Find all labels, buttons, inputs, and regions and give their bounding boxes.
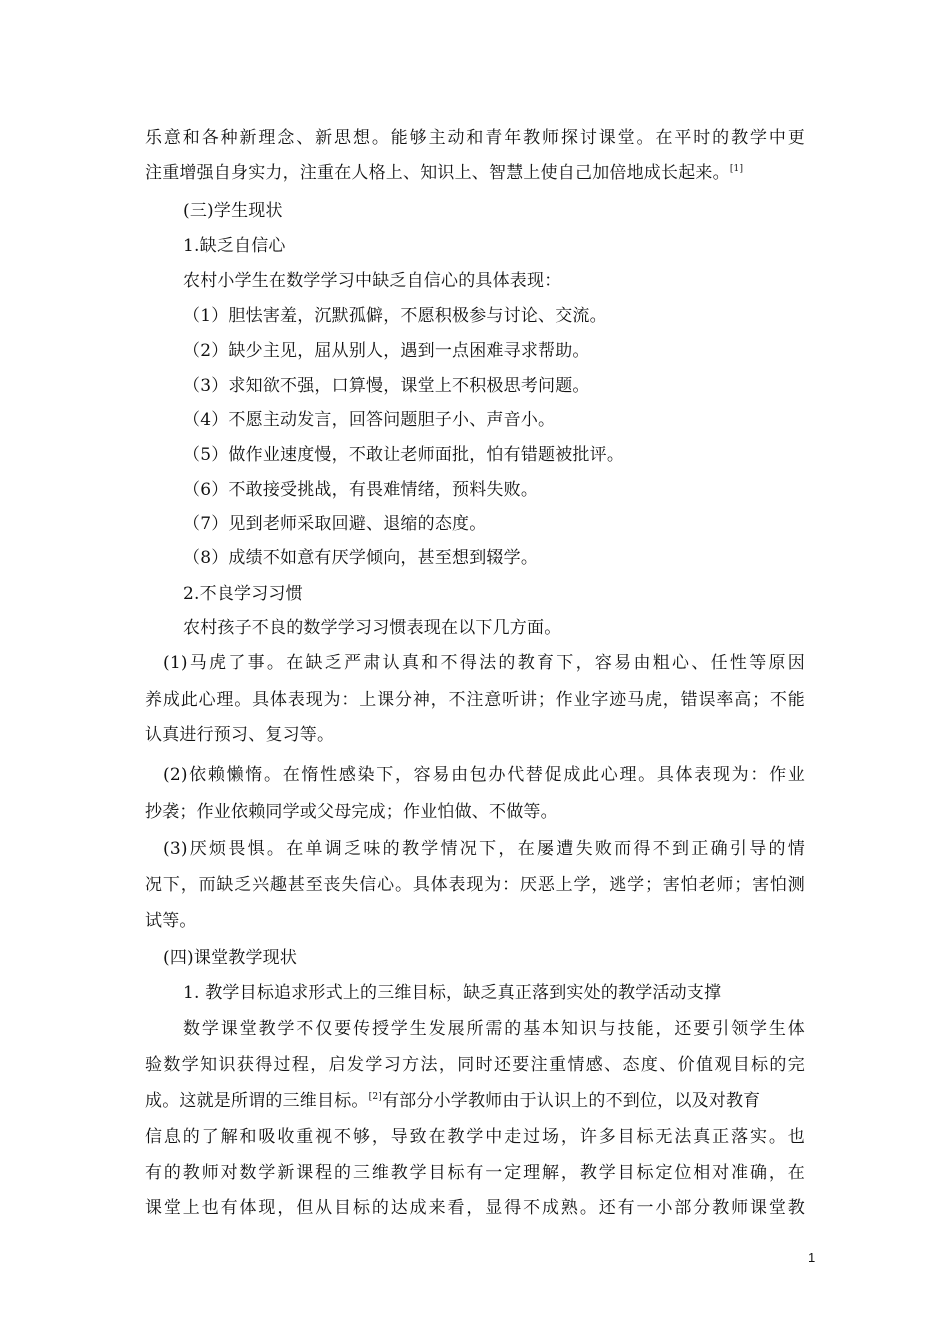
body-text-line: 验数学知识获得过程，启发学习方法，同时还要注重情感、态度、价值观目标的完 [145, 1055, 805, 1075]
page-number: 1 [808, 1250, 816, 1265]
body-text: 成。这就是所谓的三维目标。 [145, 1091, 369, 1111]
body-text-line: 乐意和各种新理念、新思想。能够主动和青年教师探讨课堂。在平时的教学中更 [145, 128, 805, 148]
body-text-line: (1)马虎了事。在缺乏严肃认真和不得法的教育下，容易由粗心、任性等原因 [163, 653, 805, 673]
subsection-heading: 1.缺乏自信心 [183, 236, 286, 256]
list-item: （4）不愿主动发言，回答问题胆子小、声音小。 [183, 410, 556, 430]
body-text-line: 养成此心理。具体表现为：上课分神，不注意听讲；作业字迹马虎，错误率高；不能 [145, 690, 805, 710]
body-text-line: 信息的了解和吸收重视不够，导致在教学中走过场，许多目标无法真正落实。也 [145, 1127, 805, 1147]
body-text-line: (2)依赖懒惰。在惰性感染下，容易由包办代替促成此心理。具体表现为：作业 [163, 765, 805, 785]
list-item: （7）见到老师采取回避、退缩的态度。 [183, 514, 487, 534]
body-text: 注重增强自身实力，注重在人格上、知识上、智慧上使自己加倍地成长起来。 [145, 163, 730, 183]
body-text-line: 农村小学生在数学学习中缺乏自信心的具体表现： [183, 271, 562, 291]
section-heading: (四)课堂教学现状 [163, 948, 298, 968]
body-text: 有部分小学教师由于认识上的不到位，以及对教育 [381, 1091, 761, 1111]
subsection-heading: 2.不良学习习惯 [183, 584, 303, 604]
body-text-line: 试等。 [145, 911, 197, 931]
section-heading: (三)学生现状 [183, 201, 283, 221]
body-text-line: 有的教师对数学新课程的三维教学目标有一定理解，教学目标定位相对准确，在 [145, 1163, 805, 1183]
body-text-line [145, 163, 743, 183]
list-item: （8）成绩不如意有厌学倾向，甚至想到辍学。 [183, 548, 539, 568]
list-item: （1）胆怯害羞，沉默孤僻，不愿积极参与讨论、交流。 [183, 306, 607, 326]
body-text-line [145, 1091, 760, 1111]
body-text-line: (3)厌烦畏惧。在单调乏味的教学情况下，在屡遭失败而得不到正确引导的情 [163, 839, 805, 859]
citation-ref: [2] [368, 1092, 382, 1102]
citation-ref: [1] [729, 164, 744, 174]
list-item: （3）求知欲不强，口算慢，课堂上不积极思考问题。 [183, 376, 590, 396]
list-item: （5）做作业速度慢，不敢让老师面批，怕有错题被批评。 [183, 445, 625, 465]
list-item: （6）不敢接受挑战，有畏难情绪，预料失败。 [183, 480, 539, 500]
list-item: （2）缺少主见，屈从别人，遇到一点困难寻求帮助。 [183, 341, 590, 361]
body-text-line: 认真进行预习、复习等。 [145, 725, 335, 745]
body-text-line: 况下，而缺乏兴趣甚至丧失信心。具体表现为：厌恶上学，逃学；害怕老师；害怕测 [145, 875, 805, 895]
body-text-line: 数学课堂教学不仅要传授学生发展所需的基本知识与技能，还要引领学生体 [183, 1019, 805, 1039]
body-text-line: 农村孩子不良的数学学习习惯表现在以下几方面。 [183, 618, 562, 638]
body-text-line: 课堂上也有体现，但从目标的达成来看，显得不成熟。还有一小部分教师课堂教 [145, 1198, 805, 1218]
subsection-heading: 1. 教学目标追求形式上的三维目标，缺乏真正落到实处的教学活动支撑 [183, 983, 722, 1003]
body-text-line: 抄袭；作业依赖同学或父母完成；作业怕做、不做等。 [145, 802, 558, 822]
